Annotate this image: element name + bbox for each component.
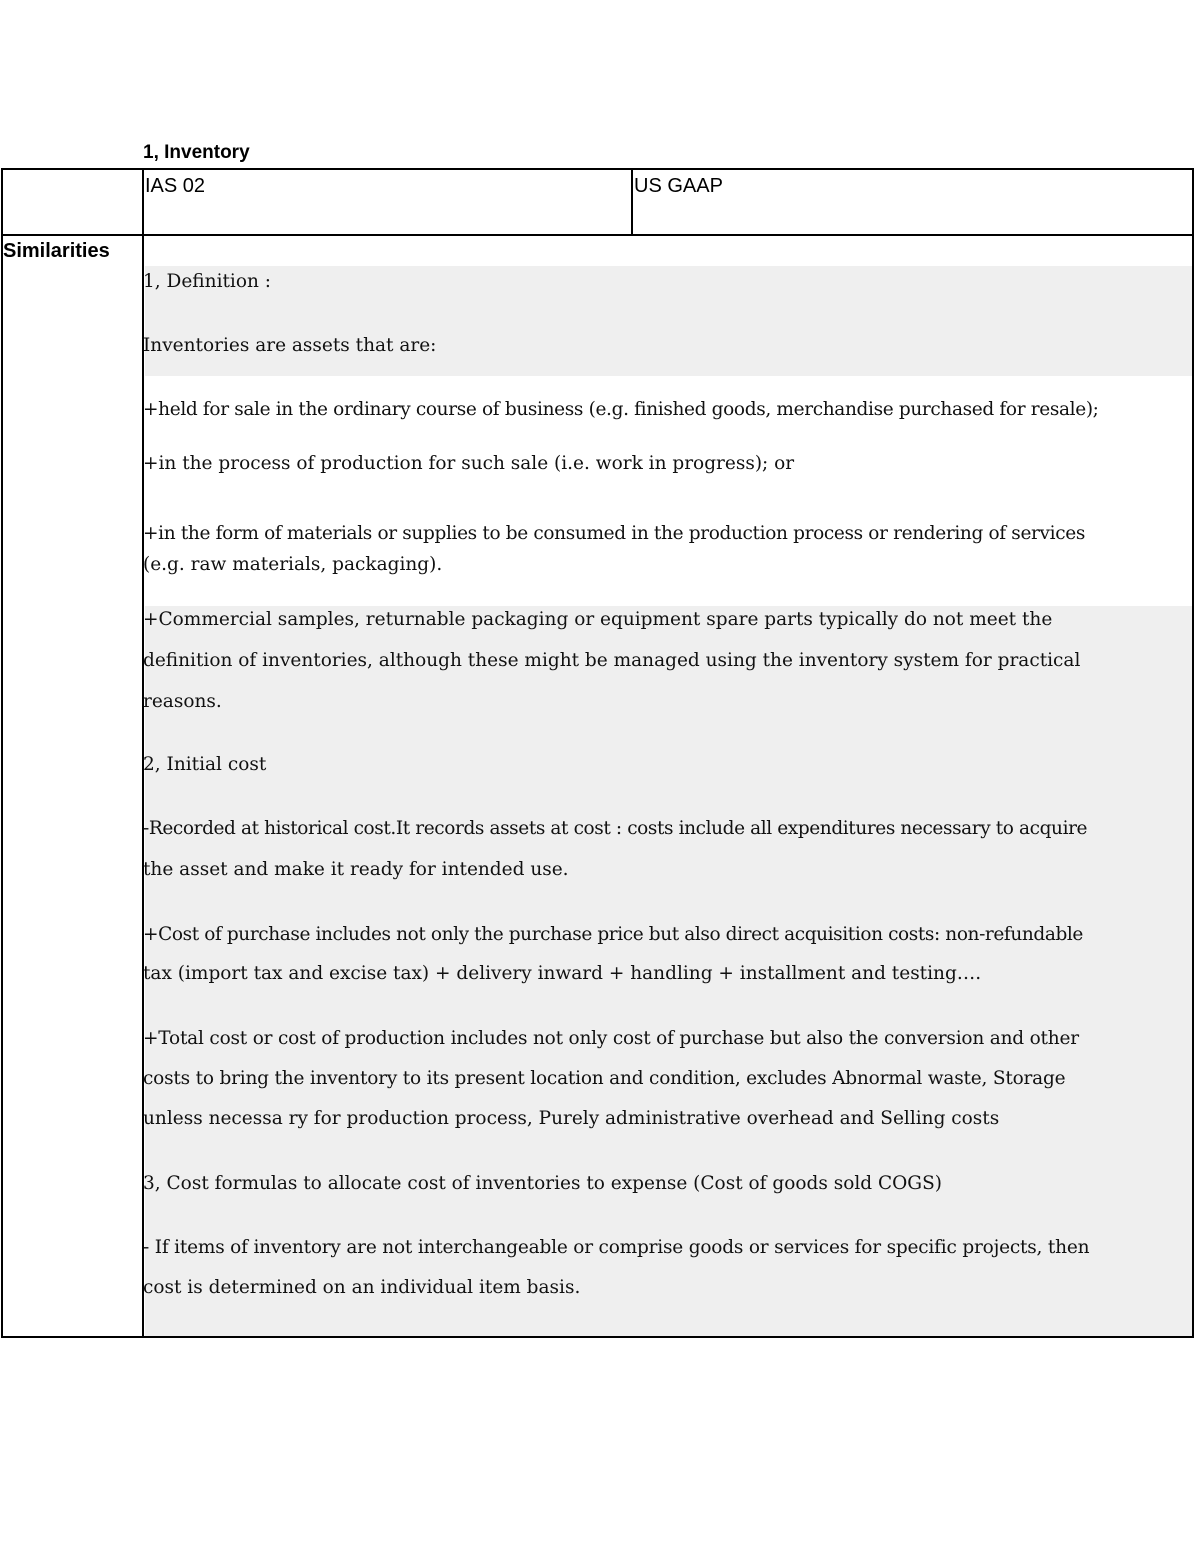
definition-heading: 1, Definition :	[143, 271, 272, 292]
samples-line-3: reasons.	[143, 691, 222, 712]
samples-line-1: +Commercial samples, returnable packaging or equipment spare parts typically do not meet the	[143, 609, 1053, 630]
cost-formulas-line-2: cost is determined on an individual item basis.	[143, 1277, 581, 1298]
purchase-cost-line-2: tax (import tax and excise tax) + delivery inward + handling + installment and testing….	[143, 963, 982, 984]
header-us-gaap: US GAAP	[634, 175, 723, 197]
definition-item-production: +in the process of production for such sale (i.e. work in progress); or	[143, 453, 795, 474]
purchase-cost-line-1: +Cost of purchase includes not only the purchase price but also direct acquisition costs: non-refundable	[143, 924, 1083, 945]
definition-intro: Inventories are assets that are:	[143, 335, 437, 356]
header-row-divider	[3, 234, 1192, 236]
cost-formulas-line-1: - If items of inventory are not interchangeable or comprise goods or services for specific projects, then	[143, 1237, 1090, 1258]
initial-cost-heading: 2, Initial cost	[143, 754, 267, 775]
section-title: 1, Inventory	[143, 142, 250, 163]
total-cost-line-3: unless necessa ry for production process, Purely administrative overhead and Selling costs	[143, 1108, 1000, 1129]
row-label-similarities: Similarities	[3, 240, 110, 262]
header-ias-02: IAS 02	[145, 175, 206, 197]
initial-cost-line-2: the asset and make it ready for intended use.	[143, 859, 569, 880]
definition-item-materials-line2: (e.g. raw materials, packaging).	[143, 554, 443, 575]
definition-item-held-for-sale: +held for sale in the ordinary course of business (e.g. finished goods, merchandise purchased for resale);	[143, 399, 1099, 420]
initial-cost-line-1: -Recorded at historical cost.It records assets at cost : costs include all expenditures necessary to acquire	[143, 818, 1088, 839]
definition-item-materials-line1: +in the form of materials or supplies to be consumed in the production process or rendering of services	[143, 523, 1085, 544]
samples-line-2: definition of inventories, although these might be managed using the inventory system for practical	[143, 650, 1081, 671]
total-cost-line-1: +Total cost or cost of production includes not only cost of purchase but also the conversion and other	[143, 1028, 1079, 1049]
cost-formulas-heading: 3, Cost formulas to allocate cost of inventories to expense (Cost of goods sold COGS)	[143, 1173, 942, 1194]
column-divider-header	[631, 170, 633, 234]
total-cost-line-2: costs to bring the inventory to its present location and condition, excludes Abnormal waste, Storage	[143, 1068, 1066, 1089]
